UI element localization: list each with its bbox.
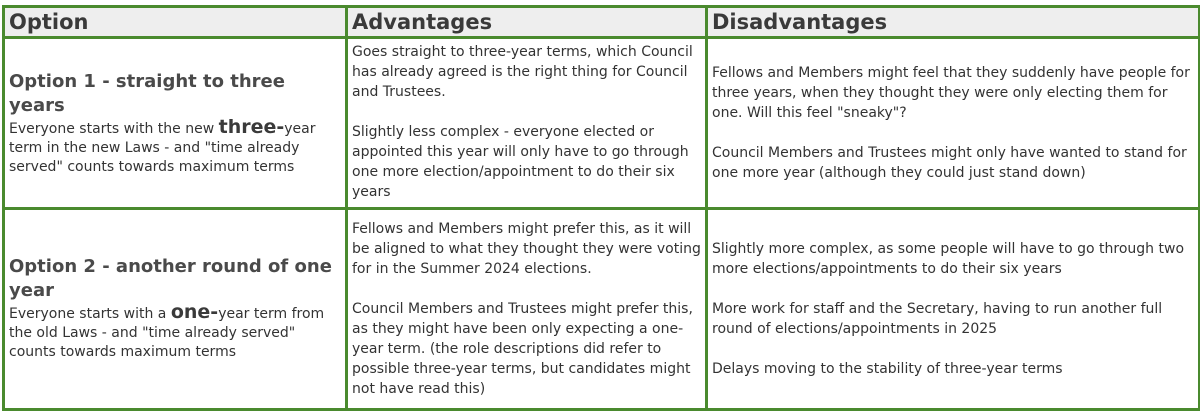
option-description-start: Everyone starts with the new xyxy=(9,120,219,137)
option-title: Option 2 - another round of one year xyxy=(9,256,332,302)
disadvantage-paragraph: Delays moving to the stability of three-year terms xyxy=(712,360,1063,377)
option-description-end: year term from the old Laws - and "time already served" counts towards maximum terms xyxy=(9,306,325,361)
advantages-cell xyxy=(347,208,707,409)
advantage-paragraph: Slightly less complex - everyone elected or appointed this year will only have to go through one more election/appointment to do their six years xyxy=(352,124,689,201)
header-disadvantages: Disadvantages xyxy=(707,7,1200,38)
table-row xyxy=(4,38,1200,209)
advantage-paragraph: Council Members and Trustees might prefer this, as they might have been only expecting a one-year term. (the role descriptions did refer to possible three-year terms, but candidates might not have read this) xyxy=(352,300,693,397)
header-advantages: Advantages xyxy=(347,7,707,38)
disadvantages-cell xyxy=(707,38,1200,209)
options-table xyxy=(2,5,1200,411)
disadvantage-paragraph: Council Members and Trustees might only have wanted to stand for one more year (although they could just stand down) xyxy=(712,145,1187,182)
disadvantages-cell xyxy=(707,208,1200,409)
option-description xyxy=(9,115,341,177)
advantages-text xyxy=(352,42,701,204)
option-description xyxy=(9,303,341,362)
option-description-start: Everyone starts with a xyxy=(9,306,171,323)
option-description-end: year term in the new Laws - and "time already served" counts towards maximum terms xyxy=(9,120,316,175)
option-title: Option 1 - straight to three years xyxy=(9,70,285,116)
option-cell xyxy=(4,38,347,209)
option-cell xyxy=(4,208,347,409)
disadvantage-paragraph: Fellows and Members might feel that they suddenly have people for three years, when they thought they were only electing them for one. Will this feel "sneaky"? xyxy=(712,65,1190,122)
advantages-cell xyxy=(347,38,707,209)
advantage-paragraph: Goes straight to three-year terms, which Council has already agreed is the right thing for Council and Trustees. xyxy=(352,44,693,101)
disadvantage-paragraph: More work for staff and the Secretary, having to run another full round of elections/appointments in 2025 xyxy=(712,300,1163,337)
table-row xyxy=(4,208,1200,409)
option-description-emphasis: three- xyxy=(218,115,285,138)
advantage-paragraph: Fellows and Members might prefer this, as it will be aligned to what they thought they were voting for in the Summer 2024 elections. xyxy=(352,220,701,277)
option-description-emphasis: one- xyxy=(170,301,219,324)
disadvantage-paragraph: Slightly more complex, as some people will have to go through two more elections/appointments to do their six years xyxy=(712,240,1185,277)
header-option: Option xyxy=(4,7,347,38)
header-row xyxy=(4,7,1200,38)
